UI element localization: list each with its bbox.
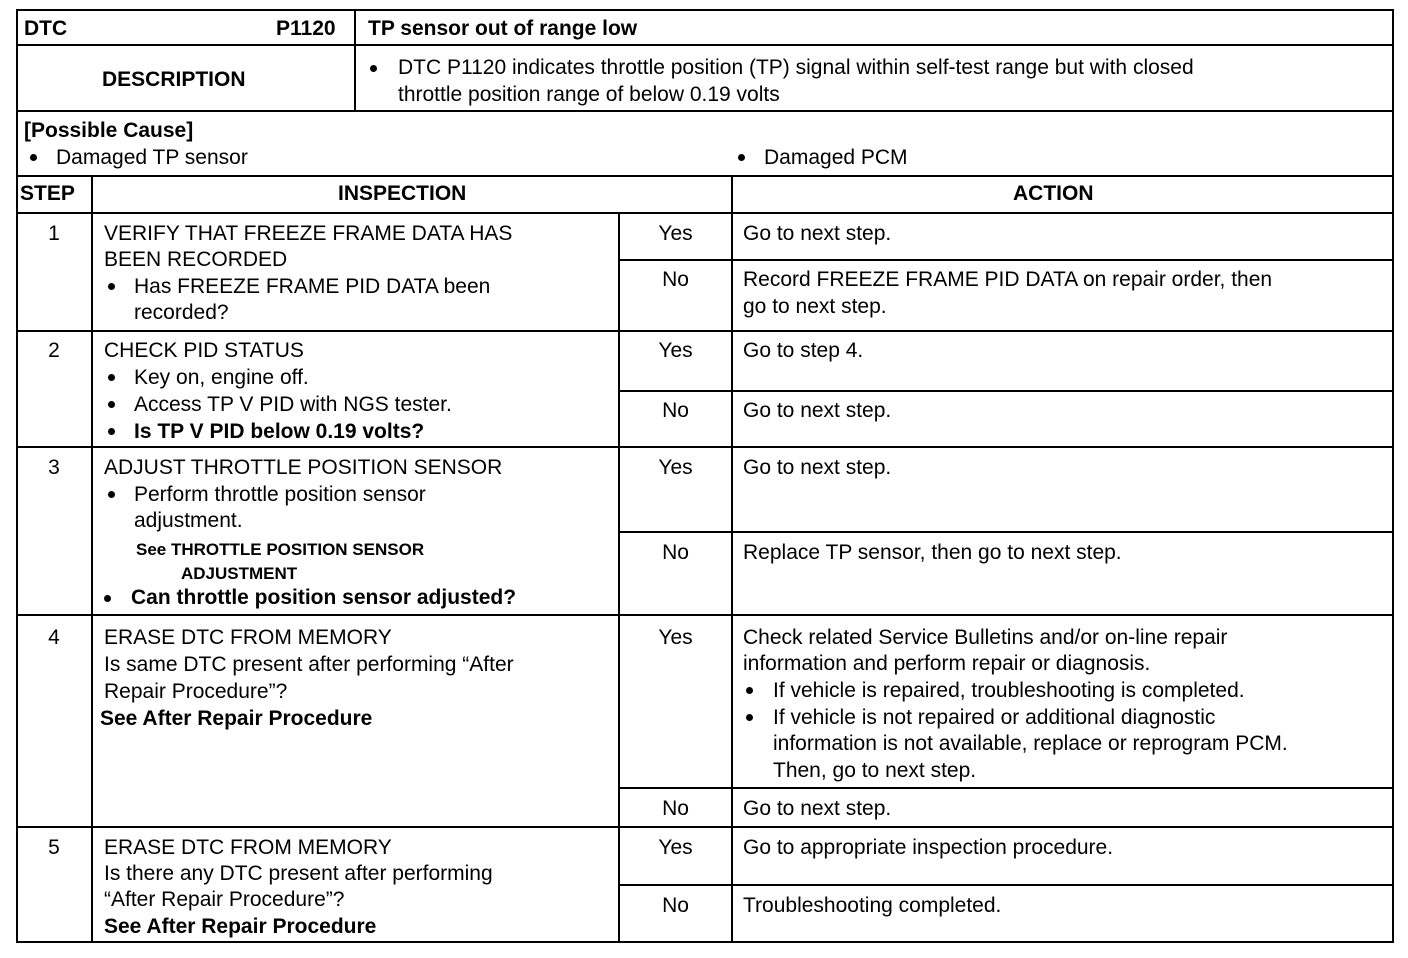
action-line: Replace TP sensor, then go to next step. xyxy=(743,541,1122,564)
rule xyxy=(618,259,1394,261)
inspection-line: Is same DTC present after performing “After xyxy=(104,653,514,676)
inspection-line: recorded? xyxy=(134,301,229,324)
action-line: Check related Service Bulletins and/or on-line repair xyxy=(743,626,1228,649)
inspection-heading: ADJUST THROTTLE POSITION SENSOR xyxy=(104,456,503,479)
description-label: DESCRIPTION xyxy=(102,68,246,91)
column-header-action: ACTION xyxy=(1013,182,1094,205)
cause-item: Damaged PCM xyxy=(764,146,908,169)
inspection-heading: VERIFY THAT FREEZE FRAME DATA HAS xyxy=(104,222,513,245)
bullet-icon xyxy=(104,595,111,602)
action-line: Go to step 4. xyxy=(743,339,864,362)
rule xyxy=(16,175,1394,177)
see-reference: ADJUSTMENT xyxy=(181,564,298,583)
bullet-icon xyxy=(108,374,115,381)
action-line: If vehicle is not repaired or additional diagnostic xyxy=(773,706,1216,729)
action-line: Go to next step. xyxy=(743,456,892,479)
step-number: 4 xyxy=(48,626,60,649)
rule xyxy=(91,175,93,943)
inspection-heading: ERASE DTC FROM MEMORY xyxy=(104,836,392,859)
column-header-step: STEP xyxy=(20,182,75,205)
step-number: 1 xyxy=(48,222,60,245)
dtc-code: P1120 xyxy=(276,17,336,40)
inspection-line: adjustment. xyxy=(134,509,243,532)
bullet-icon xyxy=(108,428,115,435)
action-line: Troubleshooting completed. xyxy=(743,894,1002,917)
no-label: No xyxy=(662,268,689,291)
inspection-heading: ERASE DTC FROM MEMORY xyxy=(104,626,392,649)
yes-label: Yes xyxy=(658,836,693,859)
inspection-line: Key on, engine off. xyxy=(134,366,309,389)
action-line: information and perform repair or diagnosis. xyxy=(743,652,1151,675)
bullet-icon xyxy=(746,687,753,694)
inspection-heading: CHECK PID STATUS xyxy=(104,339,304,362)
see-reference: See After Repair Procedure xyxy=(100,707,373,730)
rule xyxy=(16,212,1394,214)
no-label: No xyxy=(662,797,689,820)
rule xyxy=(16,330,1394,332)
inspection-line: Perform throttle position sensor xyxy=(134,483,426,506)
no-label: No xyxy=(662,541,689,564)
rule xyxy=(16,446,1394,448)
inspection-heading: BEEN RECORDED xyxy=(104,248,288,271)
yes-label: Yes xyxy=(658,456,693,479)
rule xyxy=(618,531,1394,533)
inspection-question: Can throttle position sensor adjusted? xyxy=(131,586,517,609)
action-line: Go to appropriate inspection procedure. xyxy=(743,836,1114,859)
see-reference: See After Repair Procedure xyxy=(104,915,377,938)
description-line: DTC P1120 indicates throttle position (TP) signal within self-test range but with closed xyxy=(398,56,1194,79)
rule xyxy=(16,44,1394,46)
no-label: No xyxy=(662,894,689,917)
dtc-label: DTC xyxy=(24,17,68,40)
rule xyxy=(16,826,1394,828)
action-line: go to next step. xyxy=(743,295,887,318)
step-number: 3 xyxy=(48,456,60,479)
action-line: Go to next step. xyxy=(743,797,892,820)
bullet-icon xyxy=(370,65,377,72)
bullet-icon xyxy=(746,714,753,721)
possible-cause-label: [Possible Cause] xyxy=(24,119,194,142)
inspection-line: Repair Procedure”? xyxy=(104,680,288,703)
yes-label: Yes xyxy=(658,626,693,649)
inspection-question: Is TP V PID below 0.19 volts? xyxy=(134,420,425,443)
action-line: If vehicle is repaired, troubleshooting is completed. xyxy=(773,679,1245,702)
bullet-icon xyxy=(30,154,37,161)
action-line: Record FREEZE FRAME PID DATA on repair order, then xyxy=(743,268,1273,291)
inspection-line: Access TP V PID with NGS tester. xyxy=(134,393,452,416)
see-reference: See THROTTLE POSITION SENSOR xyxy=(136,540,425,559)
action-line: Then, go to next step. xyxy=(773,759,977,782)
bullet-icon xyxy=(108,283,115,290)
bullet-icon xyxy=(108,401,115,408)
column-header-inspection: INSPECTION xyxy=(338,182,467,205)
description-line: throttle position range of below 0.19 volts xyxy=(398,83,780,106)
action-line: information is not available, replace or reprogram PCM. xyxy=(773,732,1288,755)
rule xyxy=(16,614,1394,616)
action-line: Go to next step. xyxy=(743,399,892,422)
rule xyxy=(16,110,1394,112)
rule xyxy=(618,390,1394,392)
inspection-line: Has FREEZE FRAME PID DATA been xyxy=(134,275,491,298)
rule xyxy=(618,884,1394,886)
dtc-title: TP sensor out of range low xyxy=(368,17,638,40)
yes-label: Yes xyxy=(658,339,693,362)
rule xyxy=(354,9,356,111)
no-label: No xyxy=(662,399,689,422)
step-number: 5 xyxy=(48,836,60,859)
yes-label: Yes xyxy=(658,222,693,245)
inspection-line: “After Repair Procedure”? xyxy=(104,888,345,911)
cause-item: Damaged TP sensor xyxy=(56,146,248,169)
inspection-line: Is there any DTC present after performing xyxy=(104,862,493,885)
bullet-icon xyxy=(738,154,745,161)
action-line: Go to next step. xyxy=(743,222,892,245)
rule xyxy=(618,787,1394,789)
bullet-icon xyxy=(108,491,115,498)
step-number: 2 xyxy=(48,339,60,362)
